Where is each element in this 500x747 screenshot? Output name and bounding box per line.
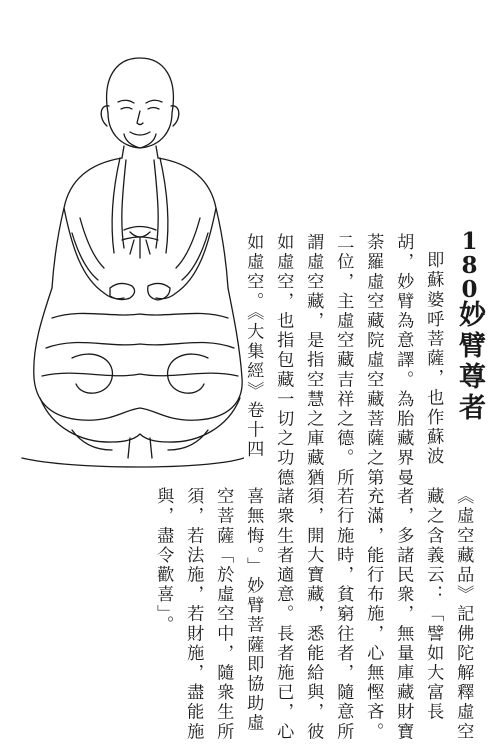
body-column: 如虛空。《大集經》卷十四 xyxy=(243,233,264,460)
body-column: 如虛空，也指包藏一切之功德 xyxy=(273,233,294,488)
brow xyxy=(118,100,162,103)
robe-hem xyxy=(40,398,240,442)
left-hand xyxy=(110,283,135,299)
body-column: 與，盡令歡喜」。 xyxy=(153,487,174,636)
eyes xyxy=(121,108,159,110)
body-column: 喜無悔。」妙臂菩薩即協助虛 xyxy=(243,487,264,734)
body-column: 胡，妙臂為意譯。為胎藏界曼 xyxy=(393,233,414,488)
robe-collar-left xyxy=(112,158,120,253)
body-column: 須，若法施，若財施，盡能施 xyxy=(183,487,204,742)
body-column: 須，開大寶藏，悉能給與，彼 xyxy=(303,487,324,742)
robe-collar-right xyxy=(160,158,168,253)
body-column: 《虛空藏品》記佛陀解釋虛空 xyxy=(453,487,474,742)
body-column: 空菩薩「於虛空中，隨衆生所 xyxy=(213,487,234,742)
entry-title: 妙臂尊者 xyxy=(454,300,485,424)
body-column: 二位，主虛空藏吉祥之德。所 xyxy=(333,233,354,488)
lap-folds xyxy=(42,313,238,376)
body-column: 充滿，能行布施，心無慳吝。 xyxy=(363,487,384,742)
nose xyxy=(137,111,143,125)
entry-number: 180 xyxy=(456,228,483,300)
body-column: 謂虛空藏，是指空慧之庫藏猶 xyxy=(303,233,324,488)
arhat-illustration xyxy=(12,18,244,473)
body-column: 者，多諸民衆，無量庫藏財寶 xyxy=(393,487,414,742)
robe-shoulders xyxy=(52,158,228,288)
body-column: 諸衆生者適意。長者施已，心 xyxy=(273,487,294,742)
body-column: 荼羅虛空藏院虛空藏菩薩之第 xyxy=(363,233,384,488)
sash-knot xyxy=(130,232,150,258)
lap-outline xyxy=(34,288,242,420)
mouth xyxy=(130,132,150,135)
body-column: 即蘇婆呼菩薩，也作蘇波 xyxy=(423,251,444,467)
body-column: 藏之含義云：「譬如大富長 xyxy=(423,487,444,723)
base-line xyxy=(22,458,244,467)
arhat-line-drawing xyxy=(12,18,244,473)
body-column: 若行施時，貧窮往者，隨意所 xyxy=(333,487,354,742)
entry-heading xyxy=(456,228,483,424)
robe-collar-inner xyxy=(122,160,158,248)
